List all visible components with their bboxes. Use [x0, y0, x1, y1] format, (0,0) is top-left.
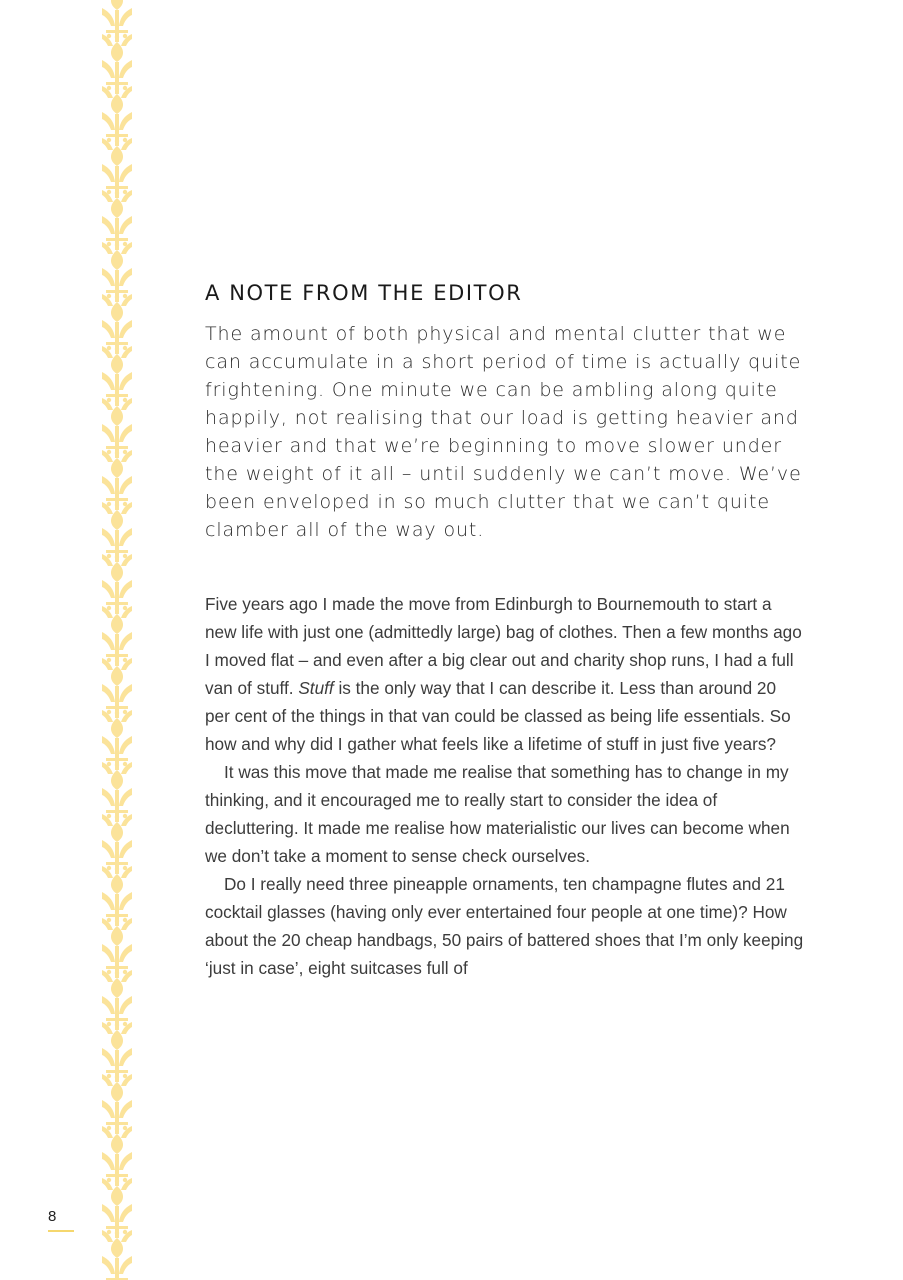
body-paragraph-1-start: Five years ago I made the move from Edinburgh to Bournemouth to start a new life with just one (admittedly large) bag of clothes. Then a few months ago I moved flat – and even after a big clear out and charity shop runs, I had a full van of stuff. — [205, 594, 802, 698]
article-body — [205, 590, 805, 982]
article — [205, 278, 805, 982]
page-number: 8 — [48, 1208, 57, 1225]
emphasis-stuff: Stuff — [298, 678, 334, 698]
article-intro: The amount of both physical and mental clutter that we can accumulate in a short period of time is actually quite frightening. One minute we can be ambling along quite happily, not realising that our load is getting heavier and heavier and that we’re beginning to move slower under the weight of it all – until suddenly we can’t move. We’ve been enveloped in so much clutter that we can’t quite clamber all of the way out. — [205, 323, 802, 541]
body-paragraph-2: It was this move that made me realise that something has to change in my thinking, and it encouraged me to really start to consider the idea of decluttering. It made me realise how materialistic our lives can become when we don’t take a moment to sense check ourselves. — [205, 762, 790, 866]
body-paragraph-1-end: is the only way that I can describe it. Less than around 20 per cent of the things in that van could be classed as being life essentials. So how and why did I gather what feels like a lifetime of stuff in just five years? — [205, 678, 791, 754]
body-paragraph-3: Do I really need three pineapple ornaments, ten champagne flutes and 21 cocktail glasses (having only ever entertained four people at one time)? How about the 20 cheap handbags, 50 pairs of battered shoes that I’m only keeping ‘just in case’, eight suitcases full of — [205, 874, 804, 978]
floral-pattern-icon — [102, 0, 132, 1280]
article-heading: A NOTE FROM THE EDITOR — [205, 281, 523, 305]
decorative-border — [102, 0, 132, 1280]
page-number-underline — [48, 1230, 74, 1232]
body-paragraph-1 — [205, 590, 805, 758]
